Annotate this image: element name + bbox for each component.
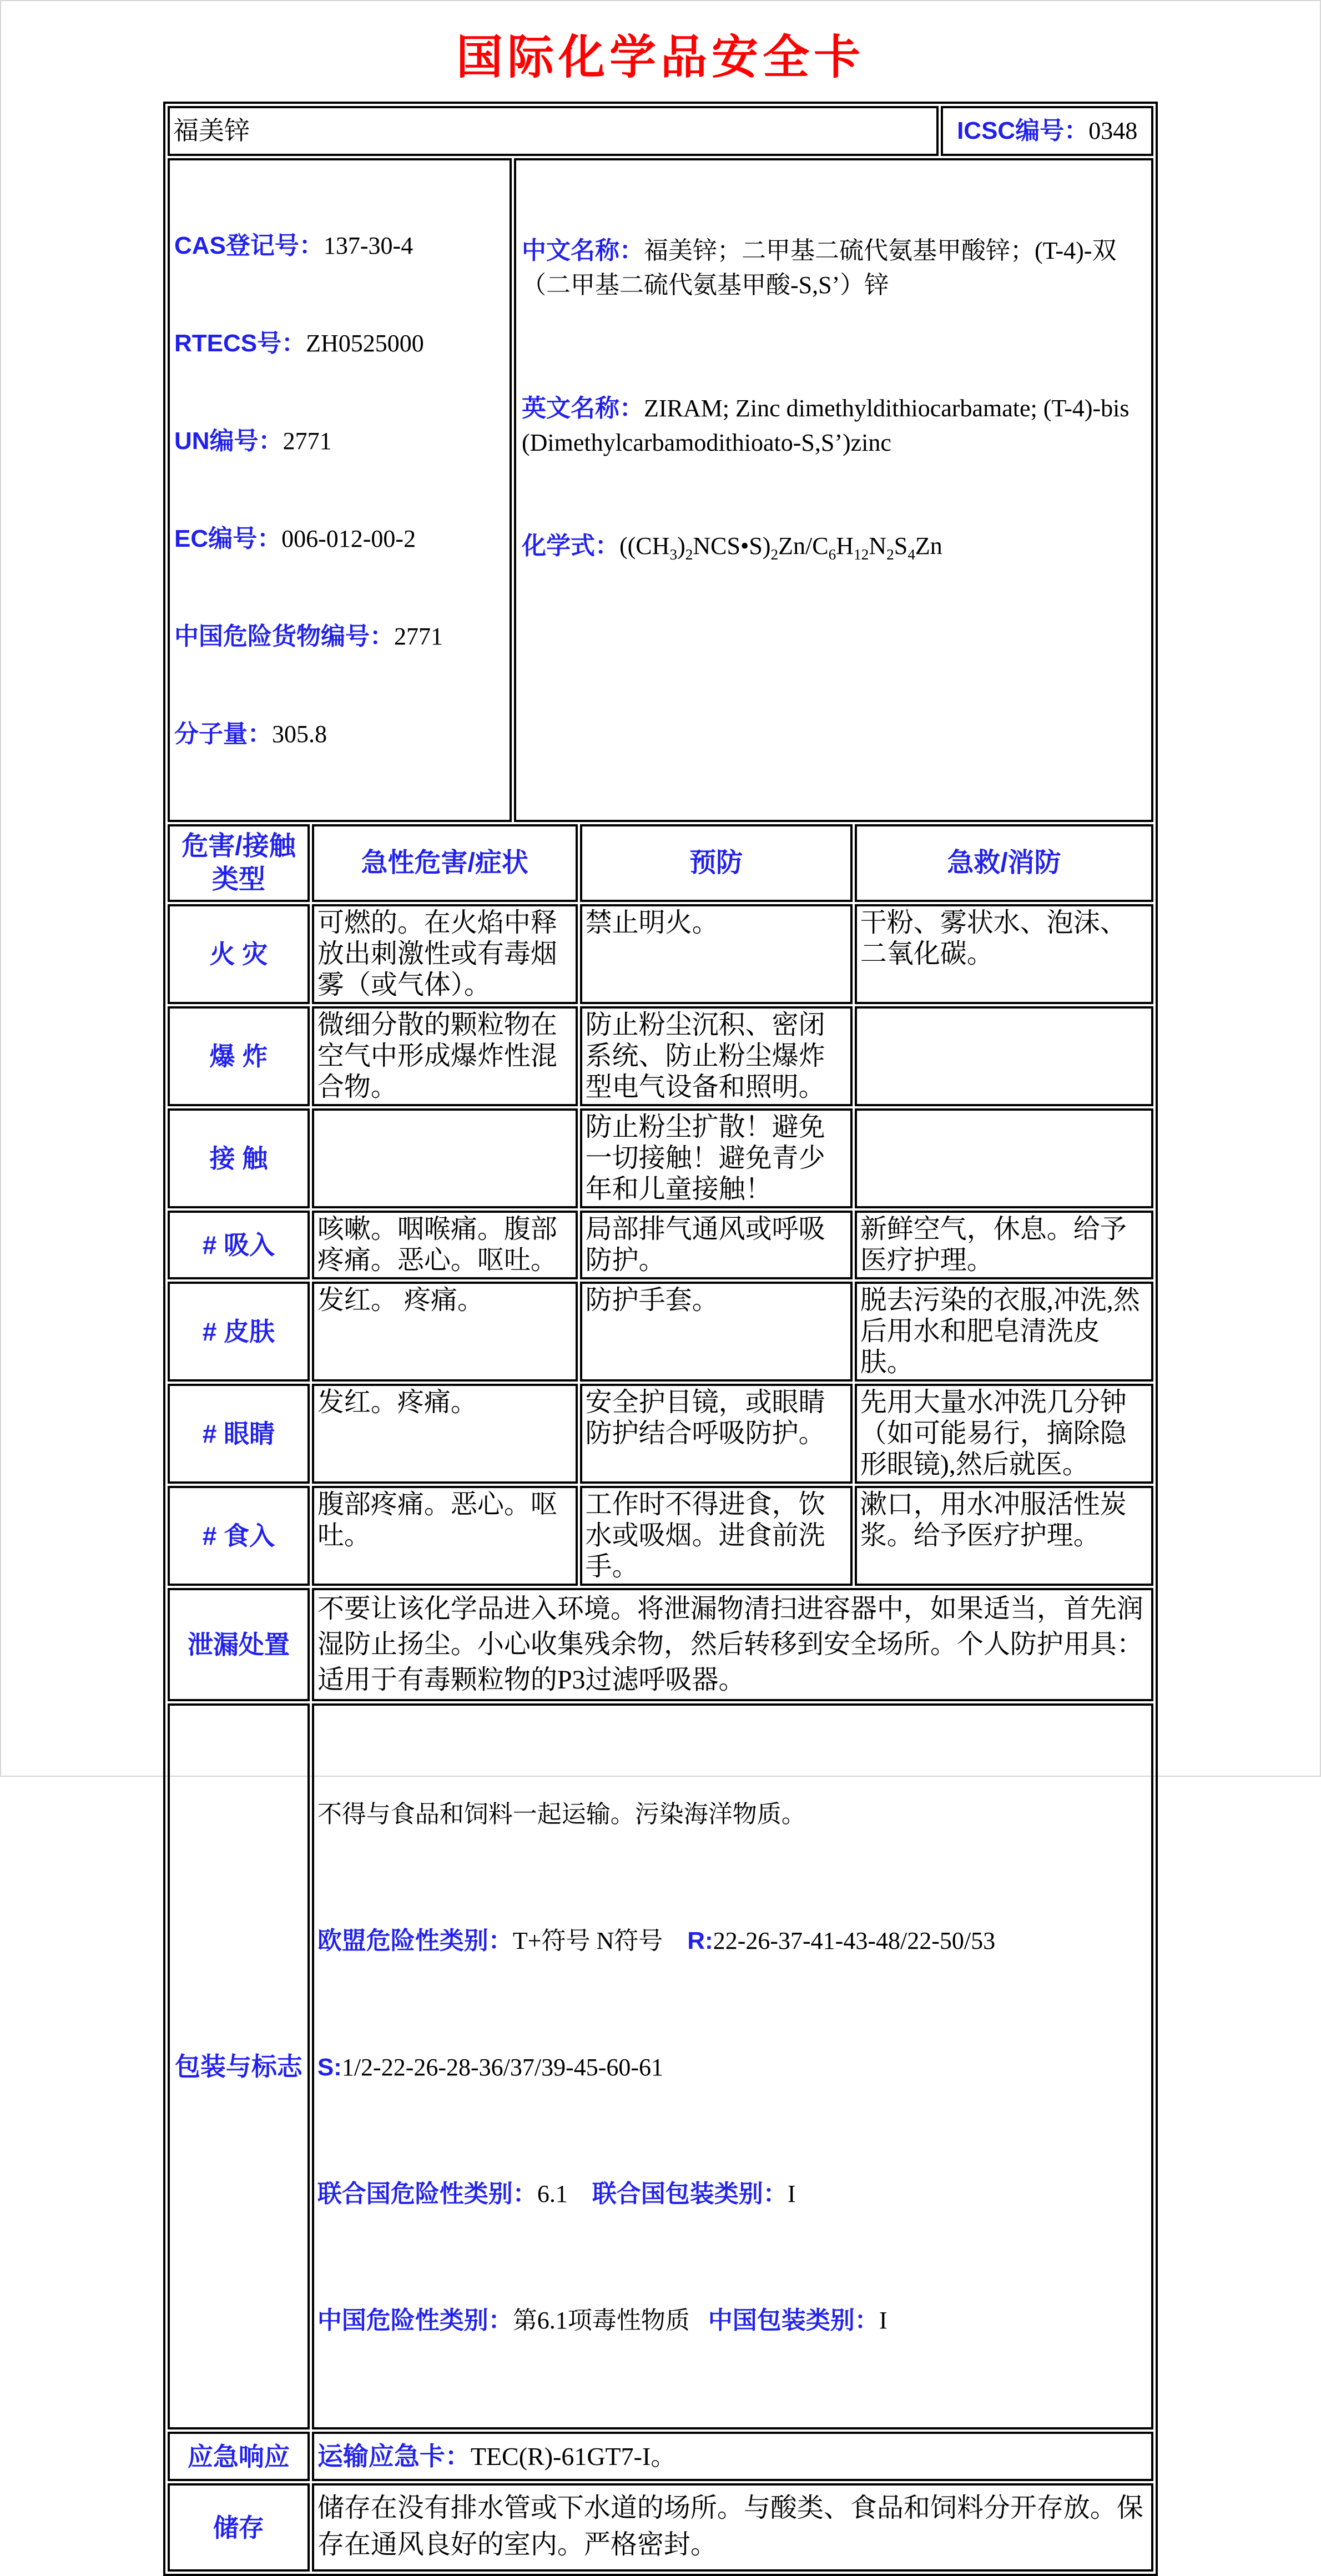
english-name-label: 英文名称： <box>522 395 644 422</box>
explosion-symptoms: 微细分散的颗粒物在空气中形成爆炸性混合物。 <box>312 1006 578 1106</box>
identifier-un <box>174 424 507 459</box>
packaging-line-un-class: 联合国危险性类别：6.1 联合国包装类别：I <box>317 2180 796 2207</box>
fire-symptoms: 可燃的。在火焰中释放出刺激性或有毒烟雾（或气体）。 <box>312 904 578 1004</box>
storage-label: 储存 <box>168 2483 310 2572</box>
contact-firstaid <box>855 1108 1153 1208</box>
eyes-symptoms: 发红。疼痛。 <box>312 1384 578 1484</box>
packaging-line-china-class: 中国危险性类别：第6.1项毒性物质 中国包装类别：I <box>317 2307 888 2334</box>
row-emergency-response <box>168 2432 1153 2481</box>
packaging-line-s-phrases: S:1/2-22-26-28-36/37/39-45-60-61 <box>317 2054 664 2081</box>
row-eyes <box>168 1384 1153 1484</box>
molweight-label: 分子量： <box>174 720 272 748</box>
emergency-text: 运输应急卡：TEC(R)-61GT7-I。 <box>312 2432 1153 2481</box>
inhalation-prevention: 局部排气通风或呼吸防护。 <box>580 1211 853 1279</box>
inhalation-symptoms: 咳嗽。咽喉痛。腹部疼痛。恶心。呕吐。 <box>312 1211 578 1279</box>
identifier-cas <box>174 228 507 264</box>
cas-label: CAS登记号： <box>174 232 324 259</box>
spill-text: 不要让该化学品进入环境。将泄漏物清扫进容器中，如果适当，首先润湿防止扬尘。小心收集残余物，然后转移到安全场所。个人防护用具：适用于有毒颗粒物的P3过滤呼吸器。 <box>312 1588 1153 1701</box>
fire-label: 火 灾 <box>168 904 310 1004</box>
skin-firstaid: 脱去污染的衣服,冲洗,然后用水和肥皂清洗皮肤。 <box>855 1282 1153 1382</box>
inhalation-label: # 吸入 <box>168 1211 310 1279</box>
row-packaging-labelling <box>168 1703 1153 2429</box>
row-spill-disposal <box>168 1588 1153 1701</box>
skin-prevention: 防护手套。 <box>580 1282 853 1382</box>
ingestion-symptoms: 腹部疼痛。恶心。呕吐。 <box>312 1486 578 1586</box>
contact-symptoms <box>312 1108 578 1208</box>
row-ingestion <box>168 1486 1153 1586</box>
contact-prevention: 防止粉尘扩散！避免一切接触！避免青少年和儿童接触！ <box>580 1108 853 1208</box>
ec-label: EC编号： <box>174 525 282 552</box>
fire-prevention: 禁止明火。 <box>580 904 853 1004</box>
page-title: 国际化学品安全卡 <box>456 32 865 84</box>
explosion-prevention: 防止粉尘沉积、密闭系统、防止粉尘爆炸型电气设备和照明。 <box>580 1006 853 1106</box>
header-hazard-type: 危害/接触 类型 <box>168 824 310 902</box>
storage-text: 储存在没有排水管或下水道的场所。与酸类、食品和饲料分开存放。保存在通风良好的室内。严格密封。 <box>312 2483 1153 2572</box>
ingestion-prevention: 工作时不得进食，饮水或吸烟。进食前洗手。 <box>580 1486 853 1586</box>
identifier-ec <box>174 521 507 557</box>
formula-label: 化学式： <box>522 532 619 559</box>
chinese-name-label: 中文名称： <box>522 237 644 264</box>
ingestion-label: # 食入 <box>168 1486 310 1586</box>
explosion-label: 爆 炸 <box>168 1006 310 1106</box>
cas-value: 137-30-4 <box>323 232 414 259</box>
identifier-rtecs <box>174 326 507 361</box>
header-prevention: 预防 <box>580 824 853 902</box>
english-name-line <box>522 391 1146 460</box>
table-header-row <box>168 824 1153 902</box>
formula-value: $((CH_3)_2NCS•S)_2Zn/C_6H_{12}N_2S_4Zn$ <box>619 532 942 563</box>
identifiers-row <box>168 158 1153 822</box>
row-inhalation <box>168 1211 1153 1279</box>
un-label: UN编号： <box>174 427 283 455</box>
row-contact <box>168 1108 1153 1208</box>
ec-value: 006-012-00-2 <box>281 525 416 552</box>
eyes-prevention: 安全护目镜，或眼睛防护结合呼吸防护。 <box>580 1384 853 1484</box>
header-firstaid: 急救/消防 <box>855 824 1153 902</box>
china-dg-value: 2771 <box>394 623 443 650</box>
icsc-number-cell <box>941 106 1153 156</box>
packaging-label: 包装与标志 <box>168 1703 310 2429</box>
chemical-name: 福美锌 <box>168 106 939 156</box>
row-fire <box>168 904 1153 1004</box>
english-name-value: ZIRAM; Zinc dimethyldithiocarbamate; (T-4)-bis (Dimethylcarbamodithioato-S,S’)zinc <box>522 395 1136 456</box>
formula-line <box>522 529 1146 572</box>
row-storage <box>168 2483 1153 2572</box>
skin-symptoms: 发红。 疼痛。 <box>312 1282 578 1382</box>
eyes-firstaid: 先用大量水冲洗几分钟（如可能易行，摘除隐形眼镜),然后就医。 <box>855 1384 1153 1484</box>
names-cell <box>514 158 1153 822</box>
fire-firstaid: 干粉、雾状水、泡沫、二氧化碳。 <box>855 904 1153 1004</box>
icsc-number: 0348 <box>1088 117 1138 144</box>
name-row <box>168 106 1153 156</box>
chinese-name-value: 福美锌；二甲基二硫代氨基甲酸锌；(T-4)-双（二甲基二硫代氨基甲酸-S,S’）锌 <box>522 237 1117 299</box>
explosion-firstaid <box>855 1006 1153 1106</box>
skin-label: # 皮肤 <box>168 1282 310 1382</box>
header-symptoms: 急性危害/症状 <box>312 824 578 902</box>
inhalation-firstaid: 新鲜空气，休息。给予医疗护理。 <box>855 1211 1153 1279</box>
row-skin <box>168 1282 1153 1382</box>
identifiers-cell <box>168 158 512 822</box>
eyes-label: # 眼睛 <box>168 1384 310 1484</box>
spill-label: 泄漏处置 <box>168 1588 310 1701</box>
identifier-molweight <box>174 717 507 752</box>
china-dg-label: 中国危险货物编号： <box>174 623 394 650</box>
icsc-card-table <box>163 102 1158 2576</box>
packaging-text <box>312 1703 1153 2429</box>
chinese-name-line <box>522 234 1146 303</box>
rtecs-value: ZH0525000 <box>306 330 424 357</box>
row-explosion <box>168 1006 1153 1106</box>
icsc-label: ICSC编号： <box>957 117 1089 144</box>
rtecs-label: RTECS号： <box>174 330 306 357</box>
packaging-line-transport: 不得与食品和饲料一起运输。污染海洋物质。 <box>317 1801 806 1828</box>
packaging-line-eu-class: 欧盟危险性类别：T+符号 N符号 R:22-26-37-41-43-48/22-50/53 <box>317 1927 996 1954</box>
ingestion-firstaid: 漱口，用水冲服活性炭浆。给予医疗护理。 <box>855 1486 1153 1586</box>
molweight-value: 305.8 <box>272 720 327 748</box>
emergency-label: 应急响应 <box>168 2432 310 2481</box>
un-value: 2771 <box>283 427 332 455</box>
identifier-china-dg <box>174 619 507 654</box>
contact-label: 接 触 <box>168 1108 310 1208</box>
